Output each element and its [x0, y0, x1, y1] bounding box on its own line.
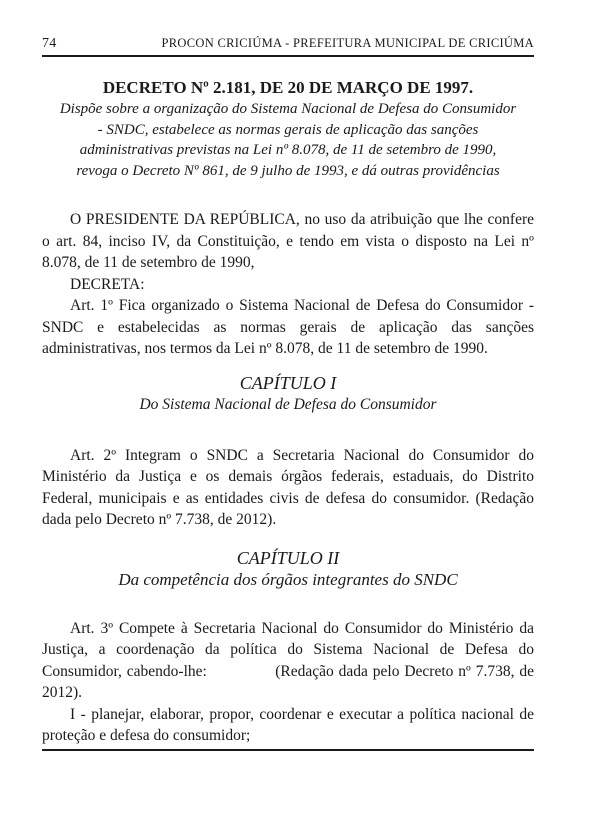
chapter-2-title: CAPÍTULO II — [236, 547, 340, 568]
running-header — [42, 36, 534, 57]
article-3: Art. 3º Compete à Secretaria Nacional do Consumidor do Ministério da Justiça, a coordenação da política do Sistema Nacional de Defesa do Consumidor, cabendo-lhe: (Redação dada pelo Decreto nº 7.738, de 2012). — [42, 619, 538, 701]
chapter-1-title: CAPÍTULO I — [239, 372, 337, 393]
running-title: PROCON CRICIÚMA - PREFEITURA MUNICIPAL DE CRICIÚMA — [161, 36, 534, 50]
page-number: 74 — [42, 36, 57, 51]
document-body — [42, 209, 534, 360]
article-2: Art. 2º Integram o SNDC a Secretaria Nacional do Consumidor do Ministério da Justiça e os demais órgãos federais, estaduais, do Distrito Federal, municipais e as entidades civis de defesa do consumidor. (Redação dada pelo Decreto nº 7.738, de 2012). — [42, 446, 534, 528]
decreta-label: DECRETA: — [70, 275, 145, 293]
chapter-1-subtitle: Do Sistema Nacional de Defesa do Consumidor — [139, 395, 437, 413]
preamble-paragraph: O PRESIDENTE DA REPÚBLICA, no uso da atribuição que lhe confere o art. 84, inciso IV, da Constituição, e tendo em vista o disposto na Lei nº 8.078, de 11 de setembro de 1990, — [42, 211, 534, 271]
chapter-2-body — [42, 618, 538, 751]
decree-summary: Dispõe sobre a organização do Sistema Nacional de Defesa do Consumidor - SNDC, estabelece as normas gerais de aplicação das sanções administrativas previstas na Lei nº 8.078, de 11 de setembro de 1990, revoga o Decreto Nº 861, de 9 julho de 1993, e dá outras providências — [59, 101, 517, 179]
decree-title: DECRETO Nº 2.181, DE 20 DE MARÇO DE 1997. — [102, 78, 474, 97]
chapter-1-body — [42, 445, 534, 531]
article-3-item-1: I - planejar, elaborar, propor, coordenar e executar a política nacional de proteção e defesa do consumidor; — [42, 704, 534, 751]
article-1: Art. 1º Fica organizado o Sistema Nacional de Defesa do Consumidor - SNDC e estabelecidas as normas gerais de aplicação das sanções administrativas, nos termos da Lei nº 8.078, de 11 de setembro de 1990. — [42, 297, 534, 357]
chapter-2-subtitle: Da competência dos órgãos integrantes do SNDC — [118, 569, 458, 589]
document-page — [42, 36, 538, 751]
